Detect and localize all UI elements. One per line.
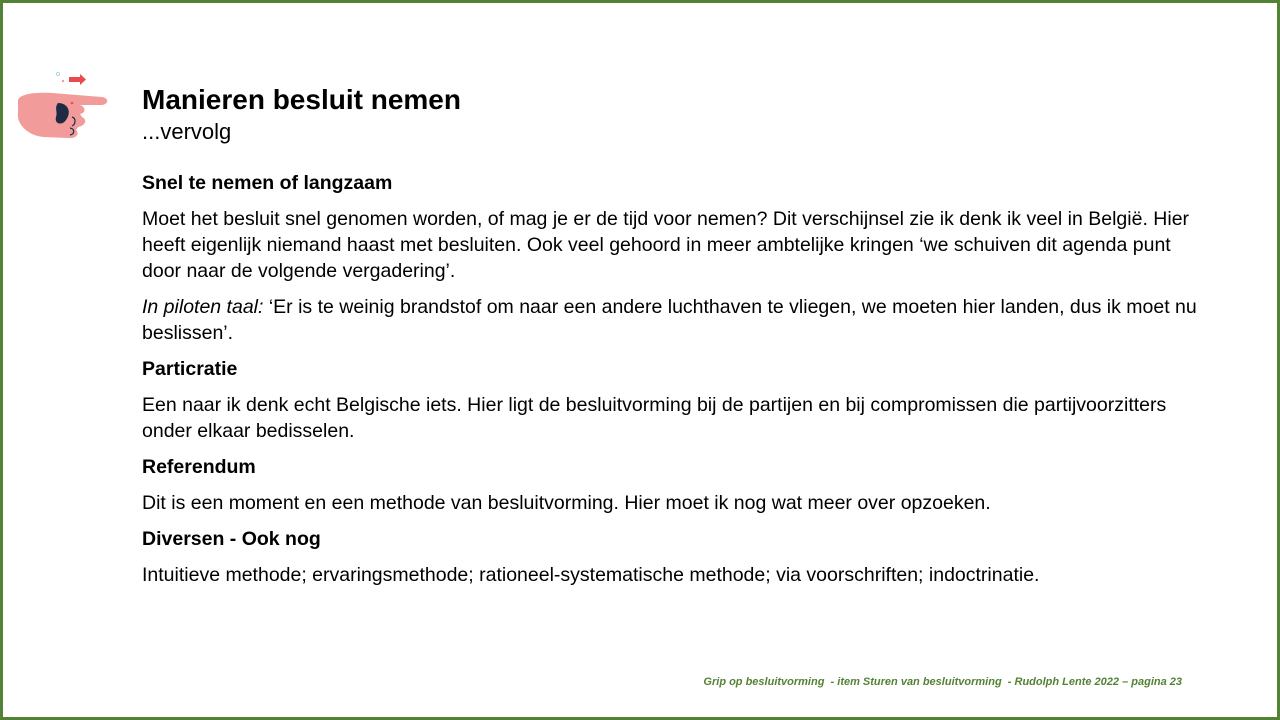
slide-footer: Grip op besluitvorming - item Sturen van besluitvorming - Rudolph Lente 2022 – pagina 23 bbox=[703, 676, 1182, 688]
section-heading-referendum: Referendum bbox=[142, 456, 256, 478]
pointing-hand-icon bbox=[14, 70, 114, 142]
section-paragraph-piloten bbox=[142, 294, 1212, 346]
section-heading-particratie: Particratie bbox=[142, 358, 238, 380]
slide-title: Manieren besluit nemen bbox=[142, 84, 461, 115]
piloten-prefix: In piloten taal: bbox=[142, 296, 264, 318]
section-paragraph-diversen: Intuitieve methode; ervaringsmethode; rationeel-systematische methode; via voorschriften; indoctrinatie. bbox=[142, 564, 1040, 586]
section-paragraph-snel: Moet het besluit snel genomen worden, of mag je er de tijd voor nemen? Dit verschijnsel zie ik denk ik veel in België. Hier heeft eigenlijk niemand haast met besluiten. Ook veel gehoord in meer ambtelijke kringen ‘we schuiven dit agenda punt door naar de volgende vergadering’. bbox=[142, 208, 1190, 282]
section-paragraph-particratie: Een naar ik denk echt Belgische iets. Hier ligt de besluitvorming bij de partijen en bij compromissen die partijvoorzitters onder elkaar bedisselen. bbox=[142, 394, 1167, 442]
piloten-text: ‘Er is te weinig brandstof om naar een andere luchthaven te vliegen, we moeten hier landen, dus ik moet nu beslissen’. bbox=[142, 296, 1197, 344]
section-heading-snel: Snel te nemen of langzaam bbox=[142, 172, 393, 194]
section-heading-diversen: Diversen - Ook nog bbox=[142, 528, 321, 550]
slide-content bbox=[142, 170, 1212, 598]
section-paragraph-referendum: Dit is een moment en een methode van besluitvorming. Hier moet ik nog wat meer over opzoeken. bbox=[142, 492, 991, 514]
slide-subtitle: ...vervolg bbox=[142, 119, 232, 144]
